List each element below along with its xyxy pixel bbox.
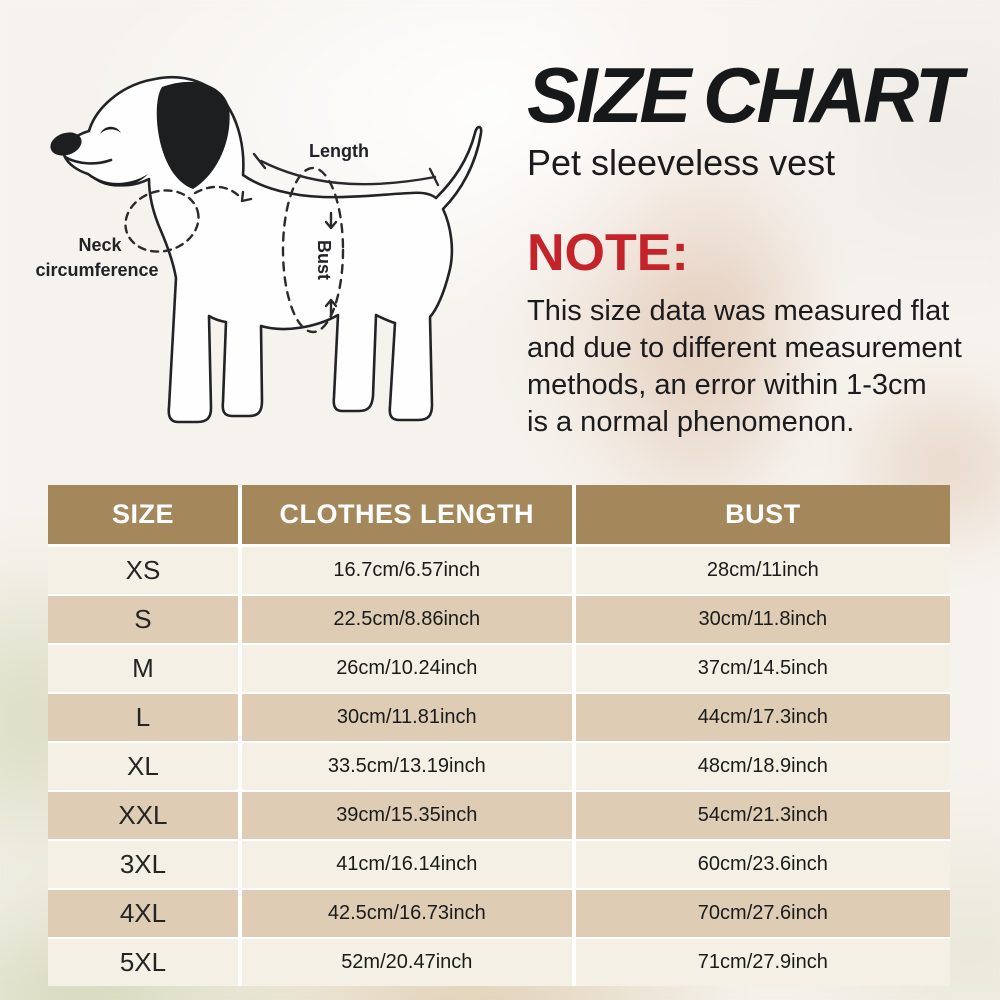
bust-cell: 28cm/11inch — [576, 547, 950, 596]
length-cell: 30cm/11.81inch — [242, 694, 576, 743]
table-header-row — [48, 485, 950, 547]
size-cell: 3XL — [48, 841, 242, 890]
size-cell: S — [48, 596, 242, 645]
size-cell: 4XL — [48, 890, 242, 939]
size-cell: M — [48, 645, 242, 694]
neck-label-line1: Neck — [78, 235, 122, 255]
bust-cell: 37cm/14.5inch — [576, 645, 950, 694]
header-block — [527, 51, 982, 441]
size-cell: XL — [48, 743, 242, 792]
size-table — [48, 485, 950, 986]
note-heading: NOTE: — [527, 224, 689, 283]
subtitle: Pet sleeveless vest — [527, 142, 836, 183]
size-cell: L — [48, 694, 242, 743]
size-cell: 5XL — [48, 939, 242, 986]
size-cell: XXL — [48, 792, 242, 841]
dog-illustration — [30, 65, 505, 485]
length-cell: 41cm/16.14inch — [242, 841, 576, 890]
column-header-clothes-length: CLOTHES LENGTH — [242, 485, 576, 547]
bust-cell: 70cm/27.6inch — [576, 890, 950, 939]
table-row — [48, 645, 950, 694]
bust-cell: 54cm/21.3inch — [576, 792, 950, 841]
bust-cell: 44cm/17.3inch — [576, 694, 950, 743]
dog-body-outline — [64, 77, 481, 422]
neck-label-line2: circumference — [35, 260, 159, 280]
bust-cell: 30cm/11.8inch — [576, 596, 950, 645]
table-row — [48, 939, 950, 986]
table-row — [48, 743, 950, 792]
page-title: SIZE CHART — [527, 51, 960, 139]
length-cell: 26cm/10.24inch — [242, 645, 576, 694]
bust-cell: 60cm/23.6inch — [576, 841, 950, 890]
bust-cell: 48cm/18.9inch — [576, 743, 950, 792]
column-header-bust: BUST — [576, 485, 950, 547]
length-cell: 22.5cm/8.86inch — [242, 596, 576, 645]
table-row — [48, 841, 950, 890]
length-measure-line — [261, 161, 435, 184]
length-label: Length — [309, 141, 369, 161]
table-row — [48, 792, 950, 841]
note-line: This size data was measured flat — [527, 295, 950, 328]
length-cell: 16.7cm/6.57inch — [242, 547, 576, 596]
length-cell: 39cm/15.35inch — [242, 792, 576, 841]
bust-label: Bust — [314, 240, 334, 280]
length-cell: 52m/20.47inch — [242, 939, 576, 986]
table-row — [48, 890, 950, 939]
dog-measurement-diagram — [30, 65, 505, 485]
note-line: and due to different measurement — [527, 332, 962, 365]
length-cell: 33.5cm/13.19inch — [242, 743, 576, 792]
column-header-size: SIZE — [48, 485, 242, 547]
table-row — [48, 547, 950, 596]
bust-cell: 71cm/27.9inch — [697, 951, 828, 973]
size-cell: XS — [48, 547, 242, 596]
table-row — [48, 596, 950, 645]
note-line: methods, an error within 1-3cm — [527, 369, 927, 402]
length-cell: 42.5cm/16.73inch — [242, 890, 576, 939]
note-text — [527, 293, 982, 441]
note-line: is a normal phenomenon. — [527, 406, 855, 439]
table-row — [48, 694, 950, 743]
